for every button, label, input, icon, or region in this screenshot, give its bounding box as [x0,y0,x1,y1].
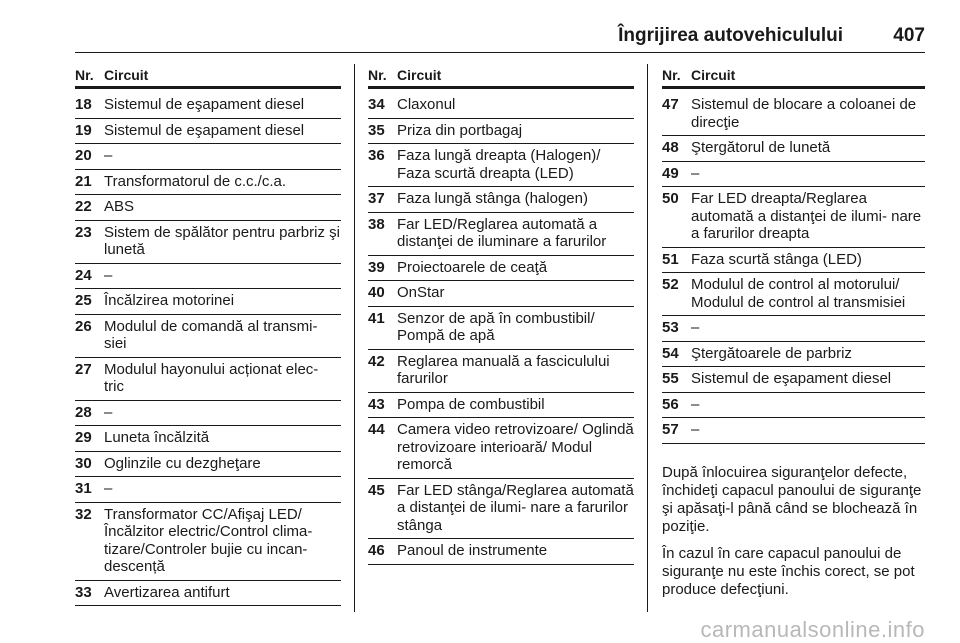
table-row [368,281,634,307]
fuse-number: 19 [75,121,92,139]
table-row [368,119,634,145]
fuse-number: 54 [662,344,679,362]
fuse-number: 46 [368,542,385,559]
circuit-name: Far LED dreapta/Reglarea automată a distanţei de ilumi‐ nare a farurilor dreapta [691,190,922,242]
header-circuit: Circuit [691,67,736,83]
table-header [75,64,341,89]
circuit-name: Oglinzile cu dezgheţare [104,454,261,472]
table-row [368,213,634,256]
circuit-name: Ştergătoarele de parbriz [691,344,852,362]
note-paragraph: În cazul în care capacul panoului de siguranţe nu este închis corect, se pot produce defecţiuni. [662,544,915,598]
circuit-name: Priza din portbagaj [397,121,523,139]
fuse-number: 55 [662,370,679,387]
table-row [75,358,341,401]
page-number: 407 [893,25,925,46]
notes [662,464,925,599]
table-row [75,195,341,221]
table-row [368,539,634,565]
table-row [368,418,634,479]
table-row [368,393,634,419]
table-row [368,93,634,119]
fuse-number: 48 [662,139,679,156]
fuse-number: 56 [662,395,679,413]
table-row [75,144,341,170]
fuse-number: 24 [75,266,92,284]
fuse-number: 29 [75,429,92,446]
circuit-name: Pompa de combustibil [397,395,545,413]
circuit-name: Panoul de instrumente [397,542,548,559]
table-row [662,342,925,368]
fuse-number: 49 [662,164,679,182]
table-row [368,479,634,540]
fuse-number: 21 [75,172,92,190]
circuit-name: Ştergătorul de lunetă [691,139,831,156]
note-paragraph: După înlocuirea siguranţelor defecte, închideţi capacul panoului de siguranţe şi apăsaţi-l până când se blochează în poziţie. [662,463,922,535]
circuit-name: – [691,395,700,413]
table-row [75,426,341,452]
fuse-number: 28 [75,403,92,421]
watermark: carmanualsonline.info [700,617,925,642]
fuse-number: 18 [75,96,92,113]
fuse-number: 47 [662,96,679,113]
table-row [75,221,341,264]
header-nr: Nr. [662,67,681,83]
fuse-number: 43 [368,395,385,413]
circuit-name: – [104,403,113,421]
fuse-number: 57 [662,421,679,438]
table-row [75,503,341,581]
table-row [368,144,634,187]
table-row [75,401,341,427]
table-row [662,93,925,136]
circuit-name: Sistemul de blocare a coloanei de direcţie [691,96,917,131]
circuit-name: Modulul de control al motorului/ Modulul de control al transmisiei [691,276,906,311]
circuit-name: Luneta încălzită [104,429,210,446]
circuit-name: Sistem de spălător pentru parbriz şi lunetă [104,223,340,258]
table-row [368,350,634,393]
table-header [368,64,634,89]
table-row [75,289,341,315]
fuse-number: 23 [75,223,92,241]
table-row [368,307,634,350]
table-row [662,418,925,444]
fuse-number: 38 [368,215,385,233]
fuse-number: 52 [662,276,679,293]
fuse-number: 45 [368,481,385,499]
fuse-number: 30 [75,454,92,472]
circuit-name: Faza lungă dreapta (Halogen)/ Faza scurtă dreapta (LED) [397,147,601,182]
circuit-name: Transformator CC/Afişaj LED/ Încălzitor electric/Control clima‐ tizare/Controler bujie cu incan‐ descență [104,505,313,575]
circuit-name: Camera video retrovizoare/ Oglindă retrovizoare interioară/ Modul remorcă [397,421,634,473]
circuit-name: Avertizarea antifurt [104,583,230,601]
fuse-number: 51 [662,250,679,268]
fuse-number: 53 [662,319,679,336]
header-circuit: Circuit [397,67,442,83]
column-divider [647,64,648,612]
table-row [662,316,925,342]
circuit-name: – [104,480,113,497]
table-header [662,64,925,89]
fuse-table-column-1 [75,64,341,606]
fuse-number: 33 [75,583,92,601]
circuit-name: Faza lungă stânga (halogen) [397,190,588,207]
table-row [662,248,925,274]
circuit-name: Încălzirea motorinei [104,292,235,309]
table-row [368,187,634,213]
fuse-table-column-3 [662,64,925,608]
table-row [75,452,341,478]
table-row [75,264,341,290]
fuse-number: 22 [75,198,92,215]
circuit-name: Senzor de apă în combustibil/ Pompă de apă [397,309,595,344]
table-row [75,93,341,119]
table-row [75,477,341,503]
table-row [75,170,341,196]
circuit-name: Claxonul [397,96,456,113]
table-row [662,367,925,393]
circuit-name: Transformatorul de c.c./c.a. [104,172,287,190]
fuse-table-column-2 [368,64,634,565]
circuit-name: Faza scurtă stânga (LED) [691,250,862,268]
fuse-number: 50 [662,190,679,207]
fuse-number: 25 [75,292,92,309]
fuse-number: 20 [75,147,92,164]
fuse-number: 36 [368,147,385,164]
table-row [75,315,341,358]
circuit-name: Proiectoarele de ceaţă [397,258,548,276]
circuit-name: Modulul de comandă al transmi‐ siei [104,317,318,352]
fuse-number: 42 [368,352,385,370]
fuse-number: 44 [368,421,385,438]
fuse-number: 41 [368,309,385,327]
table-row [368,256,634,282]
circuit-name: Far LED stânga/Reglarea automată a distanţei de ilumi‐ nare a farurilor stânga [397,481,634,534]
table-row [662,273,925,316]
circuit-name: Reglarea manuală a fasciculului farurilor [397,352,610,387]
table-row [75,581,341,607]
table-row [662,136,925,162]
header-circuit: Circuit [104,67,149,83]
fuse-number: 37 [368,190,385,207]
circuit-name: ABS [104,198,135,215]
circuit-name: Far LED/Reglarea automată a distanţei de iluminare a farurilor [397,215,607,250]
fuse-number: 35 [368,121,385,139]
fuse-number: 34 [368,96,385,113]
table-row [75,119,341,145]
fuse-number: 27 [75,360,92,378]
header-nr: Nr. [75,67,94,83]
circuit-name: Sistemul de eşapament diesel [104,96,305,113]
table-row [662,162,925,188]
fuse-number: 39 [368,258,385,276]
circuit-name: Sistemul de eşapament diesel [104,121,305,139]
circuit-name: – [104,266,113,284]
page-header [75,22,925,53]
circuit-name: – [691,319,700,336]
circuit-name: – [691,421,700,438]
circuit-name: – [691,164,700,182]
fuse-number: 26 [75,317,92,335]
table-row [662,393,925,419]
circuit-name: – [104,147,113,164]
table-row [662,187,925,248]
circuit-name: Modulul hayonului acționat elec‐ tric [104,360,319,395]
fuse-number: 32 [75,505,92,523]
fuse-number: 40 [368,284,385,301]
header-nr: Nr. [368,67,387,83]
page-title: Îngrijirea autovehiculului [618,25,843,46]
circuit-name: Sistemul de eşapament diesel [691,370,892,387]
column-divider [354,64,355,612]
fuse-number: 31 [75,480,92,497]
circuit-name: OnStar [397,284,445,301]
